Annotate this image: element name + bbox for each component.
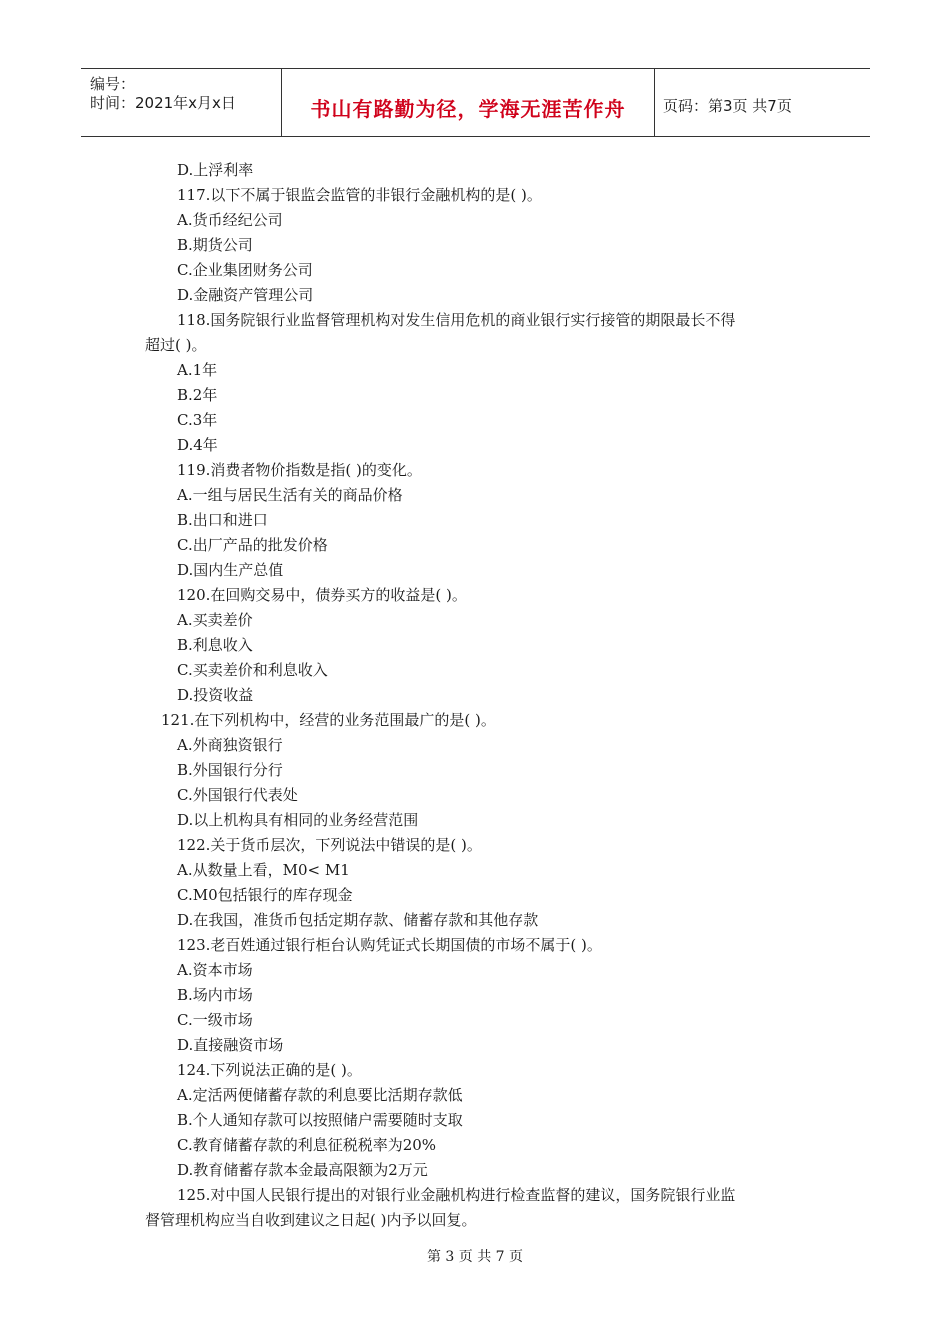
question-125-continued: 督管理机构应当自收到建议之日起( )内予以回复。 bbox=[145, 1211, 477, 1229]
option-line: A.货币经纪公司 bbox=[177, 211, 283, 229]
option-line: D.以上机构具有相同的业务经营范围 bbox=[177, 811, 419, 829]
question-117: 117.以下不属于银监会监管的非银行金融机构的是( )。 bbox=[177, 186, 542, 204]
option-line: D.4年 bbox=[177, 436, 218, 454]
doc-time-label: 时间：2021年x月x日 bbox=[90, 94, 236, 112]
option-line: C.3年 bbox=[177, 411, 218, 429]
option-line: A.1年 bbox=[177, 361, 218, 379]
text-line: D.上浮利率 bbox=[177, 161, 254, 179]
document-body bbox=[145, 158, 805, 1233]
option-line: C.买卖差价和利息收入 bbox=[177, 661, 328, 679]
option-line: B.期货公司 bbox=[177, 236, 253, 254]
question-123: 123.老百姓通过银行柜台认购凭证式长期国债的市场不属于( )。 bbox=[177, 936, 602, 954]
header-left-cell bbox=[81, 69, 281, 136]
option-line: A.买卖差价 bbox=[177, 611, 253, 629]
option-line: D.国内生产总值 bbox=[177, 561, 284, 579]
option-line: D.金融资产管理公司 bbox=[177, 286, 314, 304]
header-motto: 书山有路勤为径，学海无涯苦作舟 bbox=[310, 97, 626, 121]
option-line: B.外国银行分行 bbox=[177, 761, 283, 779]
option-line: A.一组与居民生活有关的商品价格 bbox=[177, 486, 403, 504]
question-122: 122.关于货币层次，下列说法中错误的是( )。 bbox=[177, 836, 482, 854]
option-line: C.外国银行代表处 bbox=[177, 786, 298, 804]
question-125: 125.对中国人民银行提出的对银行业金融机构进行检查监督的建议，国务院银行业监 bbox=[177, 1186, 736, 1204]
option-line: C.教育储蓄存款的利息征税税率为20% bbox=[177, 1136, 437, 1154]
option-line: B.个人通知存款可以按照储户需要随时支取 bbox=[177, 1111, 463, 1129]
option-line: C.一级市场 bbox=[177, 1011, 253, 1029]
option-line: B.2年 bbox=[177, 386, 218, 404]
header-page-label: 页码：第3页 共7页 bbox=[663, 97, 792, 115]
option-line: C.M0包括银行的库存现金 bbox=[177, 886, 353, 904]
option-line: A.从数量上看，M0< M1 bbox=[177, 861, 350, 879]
option-line: B.出口和进口 bbox=[177, 511, 268, 529]
question-121: 121.在下列机构中，经营的业务范围最广的是( )。 bbox=[161, 711, 496, 729]
option-line: D.投资收益 bbox=[177, 686, 254, 704]
option-line: B.利息收入 bbox=[177, 636, 253, 654]
option-line: A.资本市场 bbox=[177, 961, 253, 979]
option-line: D.教育储蓄存款本金最高限额为2万元 bbox=[177, 1161, 428, 1179]
header-right-cell bbox=[654, 69, 870, 136]
option-line: A.外商独资银行 bbox=[177, 736, 283, 754]
page-header bbox=[81, 68, 870, 137]
option-line: B.场内市场 bbox=[177, 986, 253, 1004]
option-line: D.在我国，准货币包括定期存款、储蓄存款和其他存款 bbox=[177, 911, 539, 929]
question-120: 120.在回购交易中，债券买方的收益是( )。 bbox=[177, 586, 467, 604]
option-line: A.定活两便储蓄存款的利息要比活期存款低 bbox=[177, 1086, 463, 1104]
header-center-cell bbox=[281, 69, 655, 136]
question-118: 118.国务院银行业监督管理机构对发生信用危机的商业银行实行接管的期限最长不得 bbox=[177, 311, 736, 329]
option-line: D.直接融资市场 bbox=[177, 1036, 284, 1054]
page-footer: 第 3 页 共 7 页 bbox=[426, 1249, 524, 1265]
doc-number-label: 编号： bbox=[90, 75, 136, 93]
question-124: 124.下列说法正确的是( )。 bbox=[177, 1061, 362, 1079]
question-118-continued: 超过( )。 bbox=[145, 336, 207, 354]
option-line: C.出厂产品的批发价格 bbox=[177, 536, 328, 554]
question-119: 119.消费者物价指数是指( )的变化。 bbox=[177, 461, 422, 479]
option-line: C.企业集团财务公司 bbox=[177, 261, 313, 279]
